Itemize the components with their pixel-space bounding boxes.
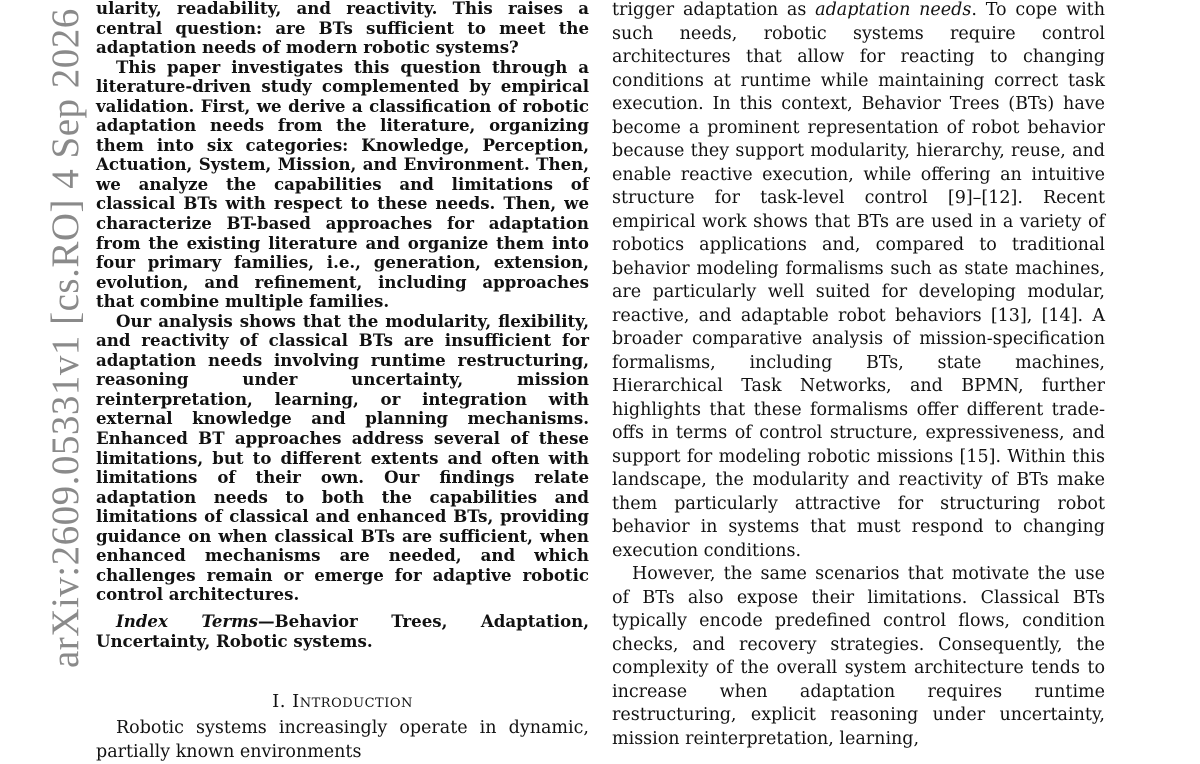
abstract-paragraph-3: Our analysis shows that the modularity, flexibility, and reactivity of classical BTs are insufficient for adaptation needs involving runtime restructuring, reasoning under uncertainty, mission reinterpretation, learning, or integration with external knowledge and planning mechanisms. Enhanced BT approaches address several of these limitations, but to different extents and often with limitations of their own. Our findings relate adaptation needs to both the capabilities and limitations of classical and enhanced BTs, providing guidance on when classical BTs are sufficient, when enhanced mechanisms are needed, and which challenges remain or emerge for adaptive robotic control architectures. (96, 310, 589, 605)
index-terms-text: —Behavior Trees, Adaptation, Uncertainty, Robotic systems. (96, 610, 589, 651)
abstract-paragraph-2: This paper investigates this question through a literature-driven study complemented by empirical validation. First, we derive a classification of robotic adaptation needs from the literature, organizing them into six categories: Knowledge, Perception, Actuation, System, Mission, and Environment. Then, we analyze the capabilities and limitations of classical BTs with respect to these needs. Then, we characterize BT-based approaches for adaptation from the existing literature and organize them into four primary families, i.e., generation, extension, evolution, and refinement, including approaches that combine multiple families. (96, 56, 589, 312)
index-terms-label: Index Terms (116, 610, 259, 631)
right-column (612, 0, 1105, 749)
paragraph-1-emphasis: adaptation needs (815, 0, 972, 20)
index-terms (96, 612, 589, 651)
body-paragraph-2: However, the same scenarios that motivate the use of BTs also expose their limitations. Classical BTs typically encode predefined control flows, condition checks, and recovery strategies. Consequently, the complexity of the overall system architecture tends to increase when adaptation requires runtime restructuring, explicit reasoning under uncertainty, mission reinterpretation, learning, (612, 564, 1105, 749)
abstract-paragraph-1: ularity, readability, and reactivity. This raises a central question: are BTs sufficient to meet the adaptation needs of modern robotic systems? (96, 0, 589, 58)
paragraph-1-lead: trigger adaptation as (612, 0, 816, 20)
body-paragraph-1 (612, 0, 1105, 563)
left-column (96, 0, 589, 762)
arxiv-side-stamp (40, 0, 90, 675)
introduction-paragraph: Robotic systems increasingly operate in dynamic, partially known environments (96, 718, 589, 762)
section-heading-introduction: I. Introduction (272, 691, 413, 713)
paragraph-1-rest: . To cope with such needs, robotic systems require control architectures that allow for reacting to changing conditions at runtime while maintaining correct task execution. In this context, Behavior Trees (BTs) have become a prominent representation of robot behavior because they support modularity, hierarchy, reuse, and enable reactive execution, while offering an intuitive structure for task-level control [9]–[12]. Recent empirical work shows that BTs are used in a variety of robotics applications and, compared to traditional behavior modeling formalisms such as state machines, are particularly well suited for developing modular, reactive, and adaptable robot behaviors [13], [14]. A broader comparative analysis of mission-specification formalisms, including BTs, state machines, Hierarchical Task Networks, and BPMN, further highlights that these formalisms offer different trade-offs in terms of control structure, expressiveness, and support for modeling robotic missions [15]. Within this landscape, the modularity and reactivity of BTs make them particularly attractive for structuring robot behavior in systems that must respond to changing execution conditions. (612, 0, 1105, 561)
arxiv-identifier: arXiv:2609.05331v1 [cs.RO] 4 Sep 2026 (44, 8, 87, 668)
abstract (96, 0, 589, 605)
